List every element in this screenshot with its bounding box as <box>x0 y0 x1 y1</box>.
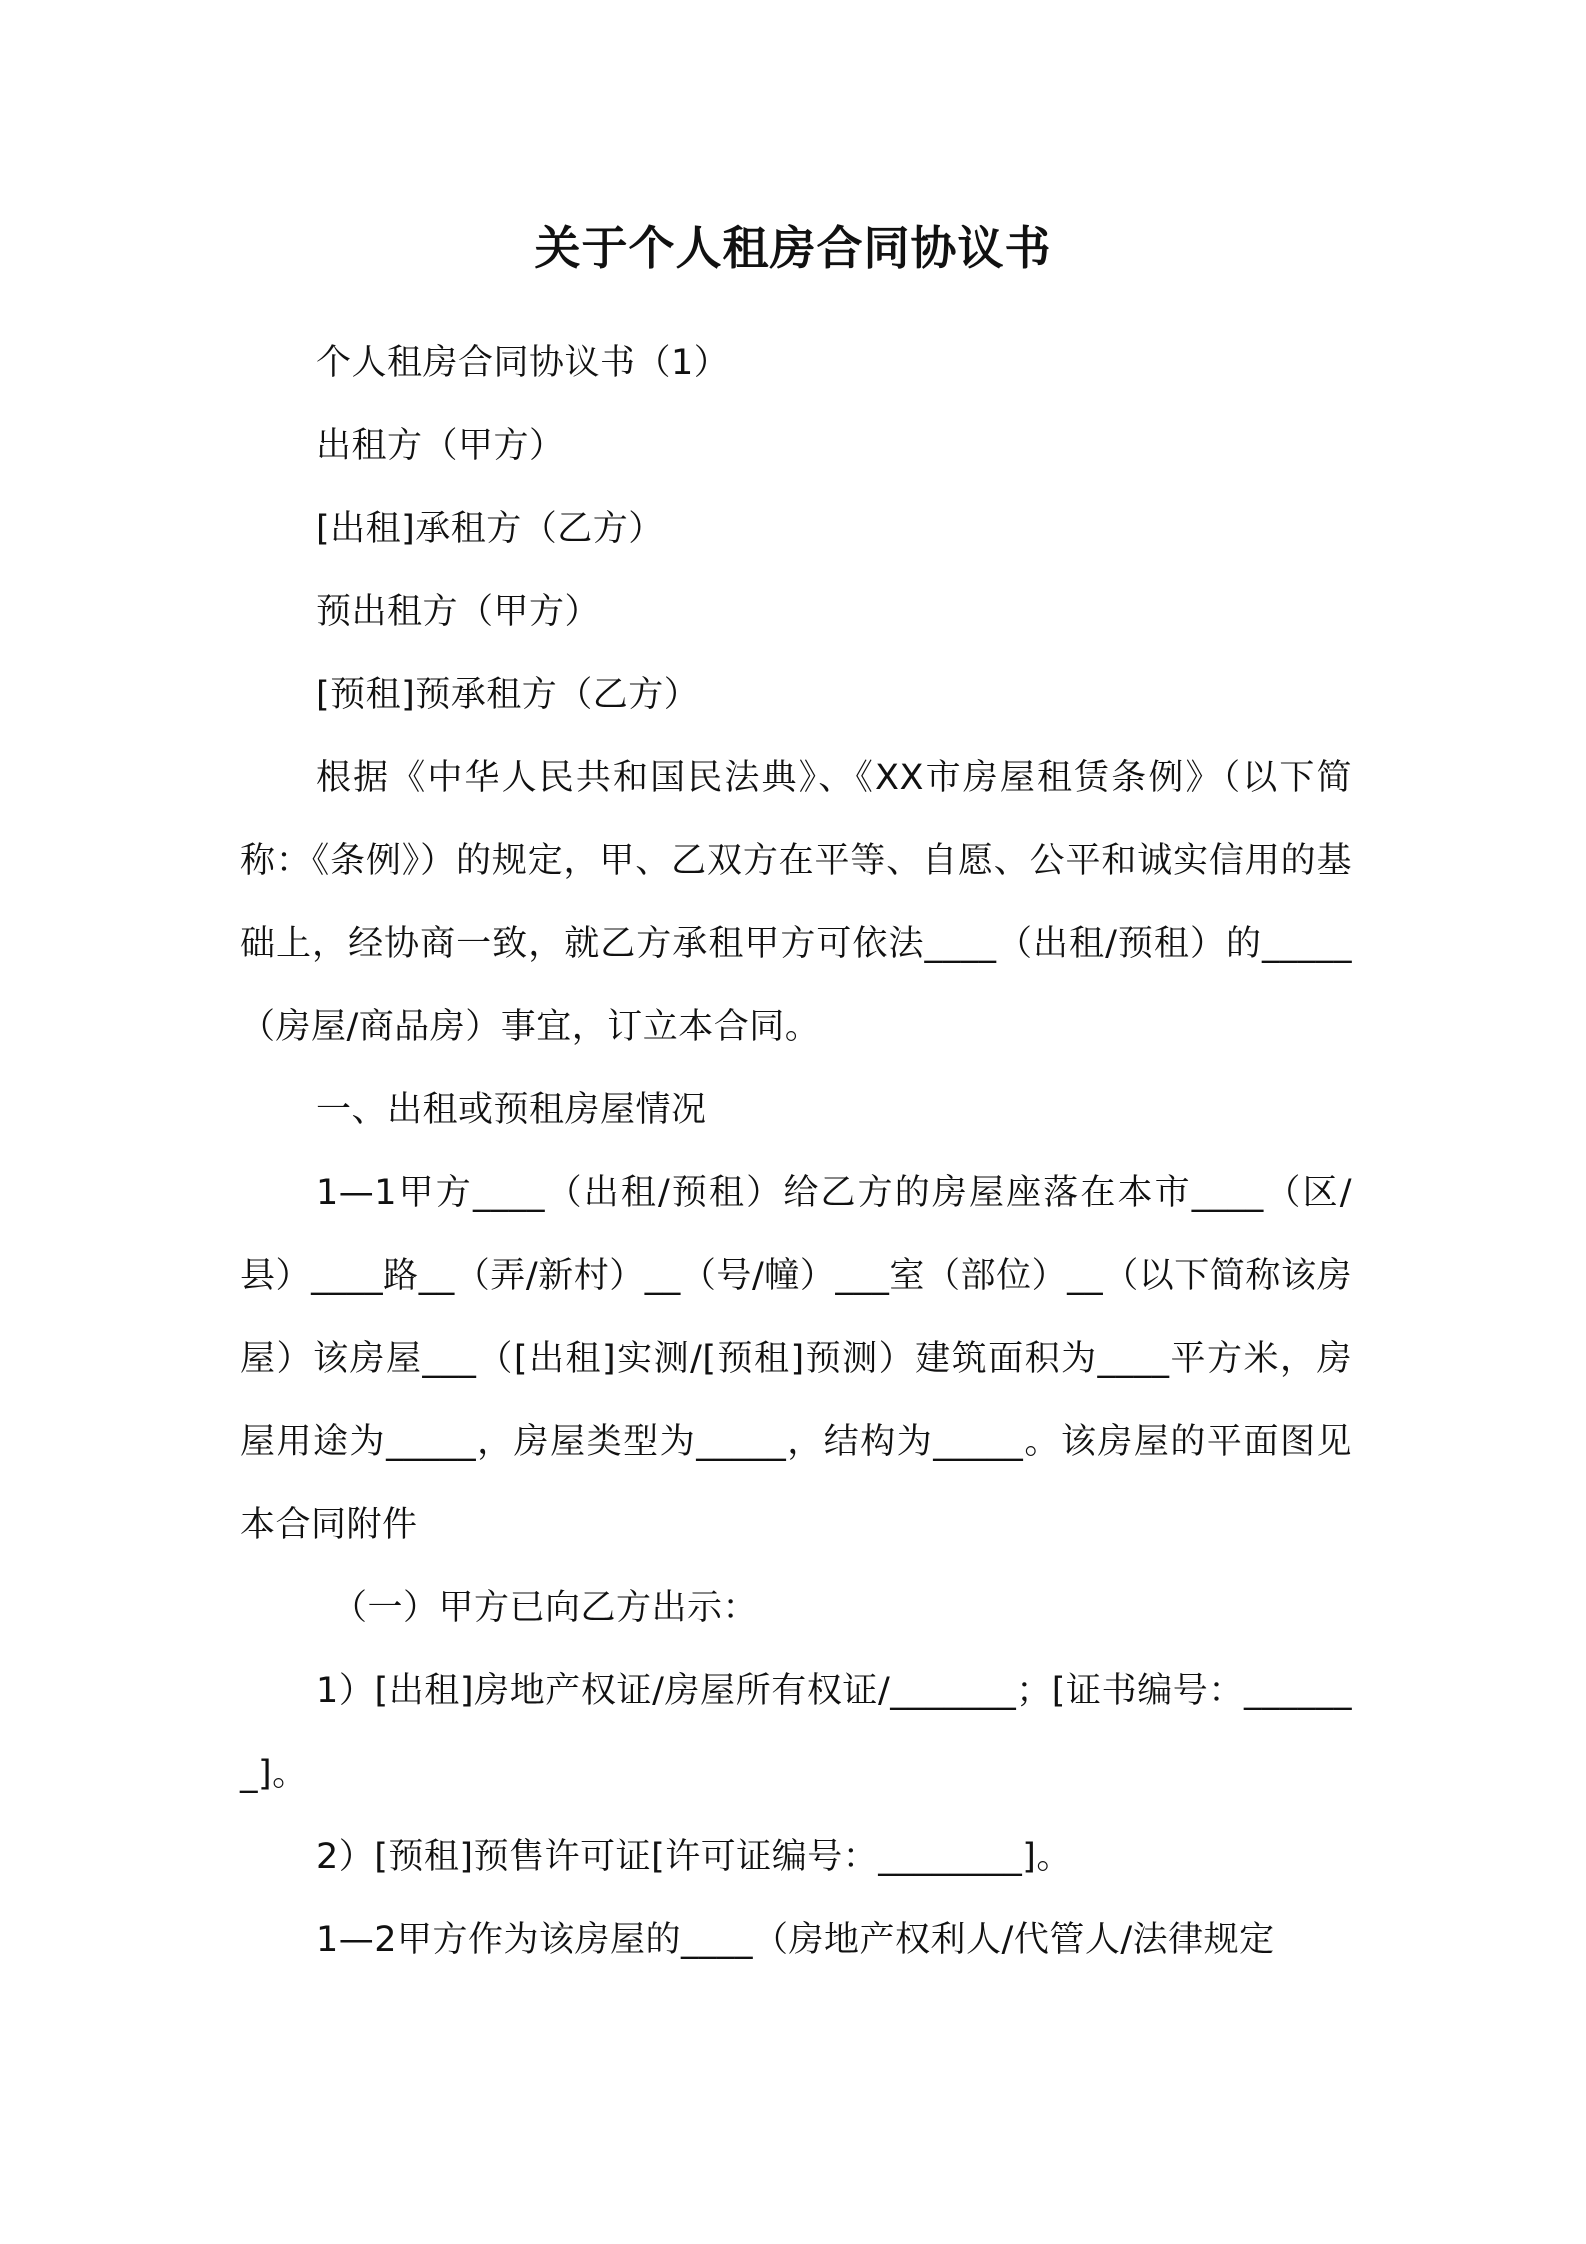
paragraph-clause-1-1: 1—1甲方____（出租/预租）给乙方的房屋座落在本市____（区/县）____路__（弄/新村）__（号/幢）___室（部位）__（以下简称该房屋）该房屋___（[出租]实测/[预租]预测）建筑面积为____平方米，房屋用途为_____，房屋类型为_____，结构为_____。该房屋的平面图见本合同附件 <box>240 1173 1352 1545</box>
paragraph-item-1: 1）[出租]房地产权证/房屋所有权证/_______；[证书编号：_______]。 <box>240 1671 1352 1794</box>
paragraph-contract-name: 个人租房合同协议书（1） <box>316 343 730 383</box>
paragraph-pre-lessee: [预租]预承租方（乙方） <box>316 675 700 715</box>
document-title: 关于个人租房合同协议书 <box>534 221 1052 275</box>
paragraph-lessor: 出租方（甲方） <box>316 426 565 466</box>
paragraph-clause-1-2: 1—2甲方作为该房屋的____（房地产权利人/代管人/法律规定 <box>316 1920 1275 1960</box>
paragraph-lessee: [出租]承租方（乙方） <box>316 509 664 549</box>
paragraph-item-2: 2）[预租]预售许可证[许可证编号：________]。 <box>316 1837 1072 1877</box>
paragraph-pre-lessor: 预出租方（甲方） <box>316 592 601 632</box>
document-body <box>240 322 1352 1982</box>
paragraph-subsection-1: （一）甲方已向乙方出示： <box>332 1588 759 1628</box>
section-heading-1: 一、出租或预租房屋情况 <box>316 1090 707 1130</box>
paragraph-preamble: 根据《中华人民共和国民法典》、《XX市房屋租赁条例》（以下简称：《条例》）的规定，甲、乙双方在平等、自愿、公平和诚实信用的基础上，经协商一致，就乙方承租甲方可依法____（出租/预租）的_____（房屋/商品房）事宜，订立本合同。 <box>240 758 1352 1047</box>
